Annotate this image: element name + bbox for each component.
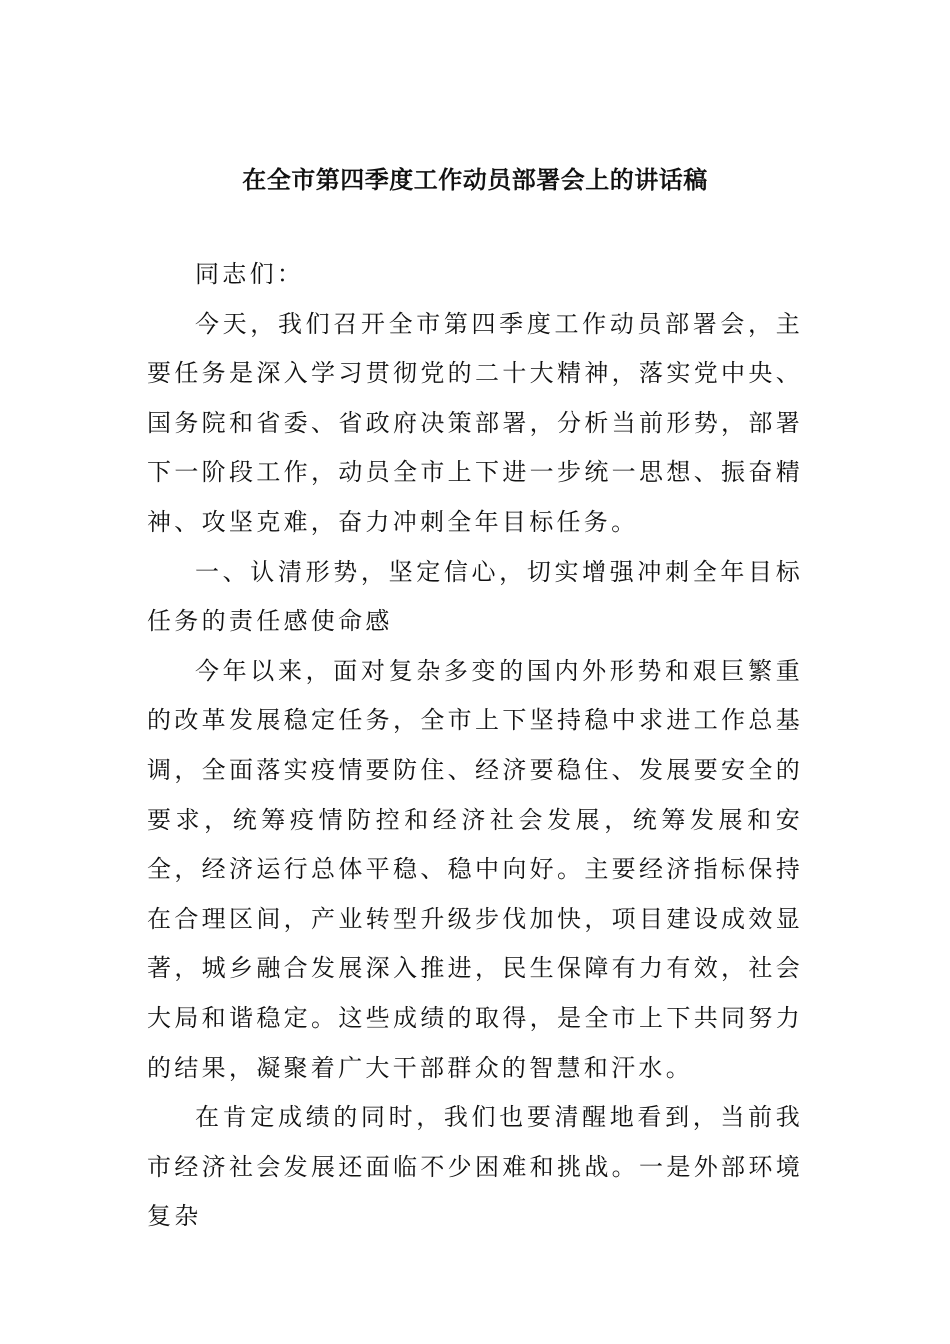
paragraph-challenges: 在肯定成绩的同时，我们也要清醒地看到，当前我市经济社会发展还面临不少困难和挑战。一是外部环境复杂 — [147, 1103, 803, 1231]
paragraph-intro: 今天，我们召开全市第四季度工作动员部署会，主要任务是深入学习贯彻党的二十大精神，落实党中央、国务院和省委、省政府决策部署，分析当前形势，部署下一阶段工作，动员全市上下进一步统一思想、振奋精神、攻坚克难，奋力冲刺全年目标任务。 — [147, 309, 803, 536]
section-heading-1: 一、认清形势，坚定信心，切实增强冲刺全年目标任务的责任感使命感 — [147, 557, 803, 636]
document-title: 在全市第四季度工作动员部署会上的讲话稿 — [242, 165, 708, 194]
paragraph-achievements: 今年以来，面对复杂多变的国内外形势和艰巨繁重的改革发展稳定任务，全市上下坚持稳中求进工作总基调，全面落实疫情要防住、经济要稳住、发展要安全的要求，统筹疫情防控和经济社会发展，统筹发展和安全，经济运行总体平稳、稳中向好。主要经济指标保持在合理区间，产业转型升级步伐加快，项目建设成效显著，城乡融合发展深入推进，民生保障有力有效，社会大局和谐稳定。这些成绩的取得，是全市上下共同努力的结果，凝聚着广大干部群众的智慧和汗水。 — [147, 656, 803, 1082]
document-body — [147, 250, 803, 1242]
salutation: 同志们： — [195, 260, 305, 288]
